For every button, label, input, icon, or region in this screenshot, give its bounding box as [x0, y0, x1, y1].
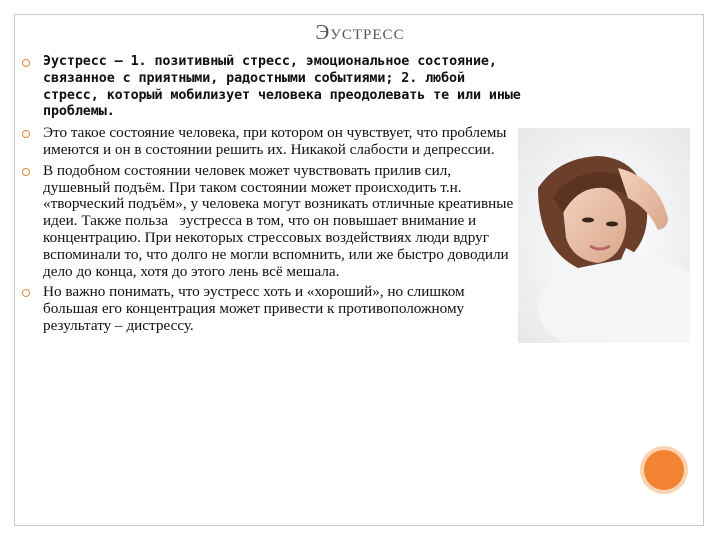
item-text: В подобном состоянии человек может чувствовать прилив сил, душевный подъём. При таком состоянии может происходить т.н. «творческий подъём», у человека могут возникать отличные креативные идеи. Также польза эустресса в том, что он повышает внимание и концентрацию. При некоторых стрессовых воздействиях люди вдруг вспоминали то, что долго не могли вспомнить, или же быстро доводили дело до конца, хотя до этого лень всё мешала.	[43, 161, 518, 280]
item-text: Но важно понимать, что эустресс хоть и «хороший», но слишком большая его концентрация может привести к противоположному результату – дистрессу.	[43, 283, 465, 334]
item-text	[43, 54, 522, 121]
bullet-icon	[22, 168, 30, 176]
bullet-item	[22, 163, 522, 281]
slide-title: Эустресс	[315, 20, 405, 44]
bullet-item	[22, 284, 522, 334]
bullet-item	[22, 125, 522, 159]
item-body: – 1. позитивный стресс, эмоциональное состояние, связанное с приятными, радостными событиями; 2. любой стресс, который мобилизует человека преодолевать те или иные проблемы.	[43, 54, 521, 120]
bullet-icon	[22, 59, 30, 67]
decorative-circle	[644, 450, 684, 490]
slide-content	[22, 54, 522, 339]
item-lead: Эустресс	[43, 54, 107, 69]
woman-photo-image	[518, 128, 690, 343]
bullet-item	[22, 54, 522, 121]
bullet-icon	[22, 130, 30, 138]
bullet-icon	[22, 289, 30, 297]
item-text: Это такое состояние человека, при котором он чувствует, что проблемы имеются и он в состоянии решить их. Никакой слабости и депрессии.	[43, 124, 507, 158]
